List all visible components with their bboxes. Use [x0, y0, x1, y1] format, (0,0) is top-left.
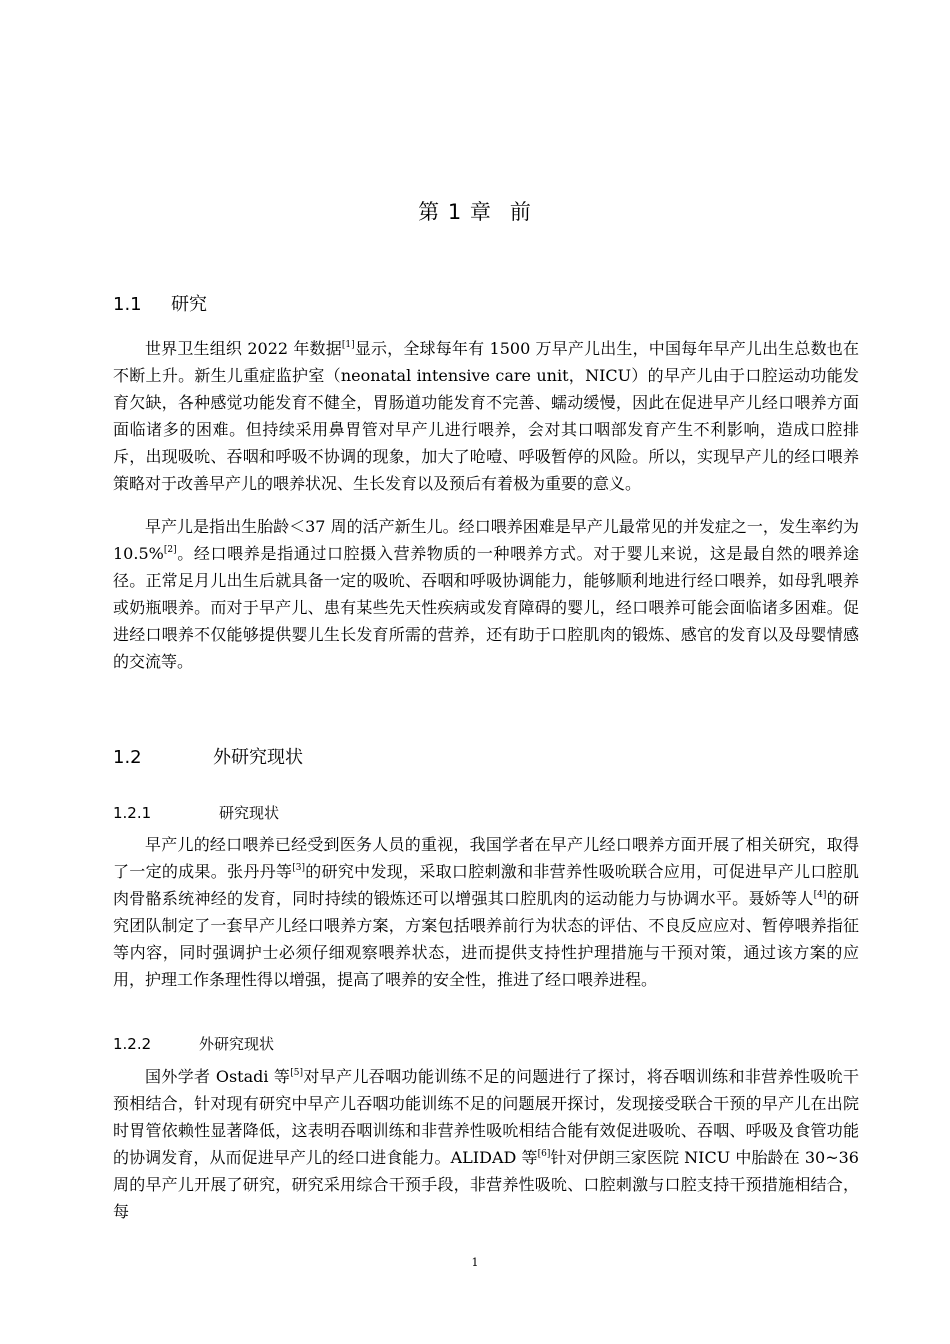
section-heading-1-1 [113, 290, 207, 316]
subsection-title: 外研究现状 [199, 1035, 275, 1053]
citation-3: [3] [292, 863, 305, 873]
section-title: 研究 [171, 294, 207, 315]
paragraph-2: 早产儿是指出生胎龄＜37 周的活产新生儿。经口喂养困难是早产儿最常见的并发症之一，发生率约为 10.5%[2]。经口喂养是指通过口腔摄入营养物质的一种喂养方式。对于婴儿来说，这是最自然的喂养途径。正常足月儿出生后就具备一定的吸吮、吞咽和呼吸协调能力，能够顺利地进行经口喂养，如母乳喂养或奶瓶喂养。而对于早产儿、患有某些先天性疾病或发育障碍的婴儿，经口喂养可能会面临诸多困难。促进经口喂养不仅能够提供婴儿生长发育所需的营养，还有助于口腔肌肉的锻炼、感官的发育以及母婴情感的交流等。 [113, 517, 859, 671]
subsection-heading-1-2-1 [113, 802, 279, 823]
section-heading-1-2 [113, 743, 303, 769]
chapter-title [0, 196, 950, 226]
citation-2: [2] [163, 545, 177, 555]
citation-6: [6] [537, 1149, 551, 1159]
chapter-number: 第 1 章 [418, 200, 492, 224]
subsection-title: 研究现状 [219, 804, 280, 822]
subsection-number: 1.2.2 [113, 1035, 152, 1053]
chapter-title-text: 前 [509, 200, 532, 224]
section-number: 1.1 [113, 294, 142, 315]
section-title: 外研究现状 [213, 747, 303, 768]
paragraph-1: 世界卫生组织 2022 年数据[1]显示，全球每年有 1500 万早产儿出生，中国每年早产儿出生总数也在不断上升。新生儿重症监护室（neonatal intensive care unit，NICU）的早产儿由于口腔运动功能发育欠缺，各种感觉功能发育不健全，胃肠道功能发育不完善、蠕动缓慢，因此在促进早产儿经口喂养方面面临诸多的困难。但持续采用鼻胃管对早产儿进行喂养，会对其口咽部发育产生不利影响，造成口腔排斥，出现吸吮、吞咽和呼吸不协调的现象，加大了呛噎、呼吸暂停的风险。所以，实现早产儿的经口喂养策略对于改善早产儿的喂养状况、生长发育以及预后有着极为重要的意义。 [113, 339, 859, 493]
paragraph-4: 国外学者 Ostadi 等[5]对早产儿吞咽功能训练不足的问题进行了探讨，将吞咽训练和非营养性吸吮干预相结合，针对现有研究中早产儿吞咽功能训练不足的问题展开探讨，发现接受联合干预的早产儿在出院时胃管依赖性显著降低，这表明吞咽训练和非营养性吸吮相结合能有效促进吸吮、吞咽、呼吸及食管功能的协调发育，从而促进早产儿的经口进食能力。ALIDAD 等[6]针对伊朗三家医院 NICU 中胎龄在 30~36 周的早产儿开展了研究，研究采用综合干预手段，非营养性吸吮、口腔刺激与口腔支持干预措施相结合，每 [113, 1067, 859, 1221]
citation-1: [1] [341, 340, 355, 350]
citation-4: [4] [813, 890, 827, 900]
citation-5: [5] [290, 1068, 304, 1078]
subsection-number: 1.2.1 [113, 804, 152, 822]
subsection-heading-1-2-2 [113, 1033, 274, 1054]
page-number: 1 [471, 1256, 479, 1269]
section-number: 1.2 [113, 747, 142, 768]
paragraph-3: 早产儿的经口喂养已经受到医务人员的重视，我国学者在早产儿经口喂养方面开展了相关研究，取得了一定的成果。张丹丹等[3]的研究中发现，采取口腔刺激和非营养性吸吮联合应用，可促进早产儿口腔肌肉骨骼系统神经的发育，同时持续的锻炼还可以增强其口腔肌肉的运动能力与协调水平。聂娇等人[4]的研究团队制定了一套早产儿经口喂养方案，方案包括喂养前行为状态的评估、不良反应应对、暂停喂养指征等内容，同时强调护士必须仔细观察喂养状态，进而提供支持性护理措施与干预对策，通过该方案的应用，护理工作条理性得以增强，提高了喂养的安全性，推进了经口喂养进程。 [113, 835, 859, 989]
